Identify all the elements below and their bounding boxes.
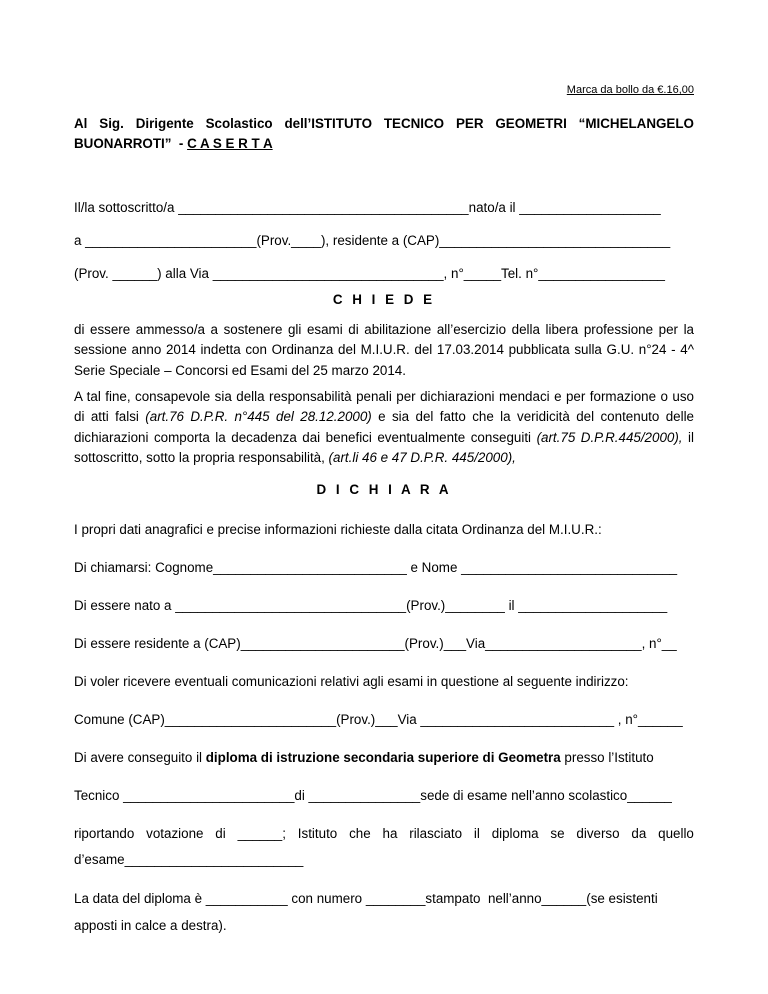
vote-word: riportando [74, 826, 135, 841]
technical-institute-line[interactable]: Tecnico _______________________di _______________sede di esame nell’anno scolastico______ [74, 788, 672, 803]
dichiara-intro: I propri dati anagrafici e precise informazioni richieste dalla citata Ordinanza del M.I.U.R.: [74, 522, 602, 537]
vote-word: quello [658, 826, 694, 841]
applicant-line-2[interactable]: a _______________________(Prov.____), residente a (CAP)_______________________________ [74, 233, 671, 248]
communications-line: Di voler ricevere eventuali comunicazioni relativi agli esami in questione al seguente indirizzo: [74, 674, 629, 689]
vote-line[interactable] [74, 826, 694, 841]
recipient-address [74, 114, 694, 154]
applicant-line-1[interactable]: Il/la sottoscritto/a _______________________________________nato/a il ___________________ [74, 200, 661, 215]
surname-name-line[interactable]: Di chiamarsi: Cognome__________________________ e Nome _____________________________ [74, 560, 678, 575]
recipient-word: GEOMETRI [495, 116, 567, 131]
awareness-text-2: e sia del fatto che la veridicità del contenuto delle dichiarazioni comporta la decadenza dai benefici eventualmente conseguiti [74, 409, 694, 445]
stamps-note-line: apposti in calce a destra). [74, 918, 227, 933]
awareness-paragraph [74, 387, 694, 468]
awareness-text-1: A tal fine, consapevole sia della responsabilità penali per dichiarazioni mendaci e per formazione o uso di atti falsi [74, 389, 694, 425]
vote-word: se [550, 826, 565, 841]
vote-word: votazione [146, 826, 204, 841]
recipient-word: Sig. [99, 116, 124, 131]
recipient-word: Scolastico [205, 116, 273, 131]
diploma-text-2: presso l’Istituto [560, 750, 654, 765]
recipient-word: Al [74, 116, 88, 131]
diploma-type: diploma di istruzione secondaria superiore di Geometra [205, 750, 561, 765]
stamp-duty-note: Marca da bollo da €.16,00 [566, 84, 694, 96]
diploma-date-line[interactable]: La data del diploma è ___________ con numero ________stampato nell’anno______(se esistenti [74, 891, 658, 906]
vote-word: diploma [491, 826, 539, 841]
vote-word: di [215, 826, 226, 841]
recipient-word: Dirigente [135, 116, 194, 131]
law-reference-1: (art.76 D.P.R. n°445 del 28.12.2000) [145, 409, 372, 425]
vote-word: da [631, 826, 647, 841]
vote-word: diverso [576, 826, 620, 841]
chiede-heading: C H I E D E [332, 292, 436, 307]
residence-line[interactable]: Di essere residente a (CAP)______________________(Prov.)___Via_____________________, n°__ [74, 636, 677, 651]
vote-word: ha [382, 826, 398, 841]
recipient-word: TECNICO [383, 116, 445, 131]
recipient-word: PER [455, 116, 484, 131]
vote-word: che [349, 826, 371, 841]
birth-line[interactable]: Di essere nato a _______________________________(Prov.)________ il ____________________ [74, 598, 668, 613]
vote-word: Istituto [297, 826, 338, 841]
diploma-text-1: Di avere conseguito il [74, 750, 206, 765]
recipient-word: “MICHELANGELO [578, 116, 694, 131]
law-reference-3: (art.li 46 e 47 D.P.R. 445/2000), [328, 449, 516, 465]
vote-word: il [473, 826, 480, 841]
awareness-text-3: il sottoscritto, sotto la propria responsabilità, [74, 429, 695, 465]
recipient-line-1 [74, 114, 694, 134]
vote-blank[interactable]: ______; [237, 826, 286, 841]
school-name-end: BUONARROTI” - [74, 136, 188, 151]
diploma-line [74, 750, 654, 765]
communications-address-line[interactable]: Comune (CAP)_______________________(Prov.)___Via __________________________ , n°______ [74, 712, 683, 727]
vote-word: rilasciato [409, 826, 463, 841]
applicant-line-3[interactable]: (Prov. ______) alla Via _______________________________, n°_____Tel. n°_________________ [74, 266, 666, 281]
recipient-word: dell’ISTITUTO [284, 116, 372, 131]
recipient-line-2 [74, 134, 694, 154]
exam-institute-line[interactable]: d’esame________________________ [74, 852, 304, 867]
city-name: C A S E R T A [187, 136, 273, 151]
chiede-paragraph: di essere ammesso/a a sostenere gli esami di abilitazione all’esercizio della libera professione per la sessione anno 2014 indetta con Ordinanza del M.I.U.R. del 17.03.2014 pubblicata sulla G.U. n°24 - 4^ Serie Speciale – Concorsi ed Esami del 25 marzo 2014. [74, 322, 694, 378]
law-reference-2: (art.75 D.P.R.445/2000), [536, 429, 683, 445]
dichiara-heading: D I C H I A R A [316, 482, 452, 497]
